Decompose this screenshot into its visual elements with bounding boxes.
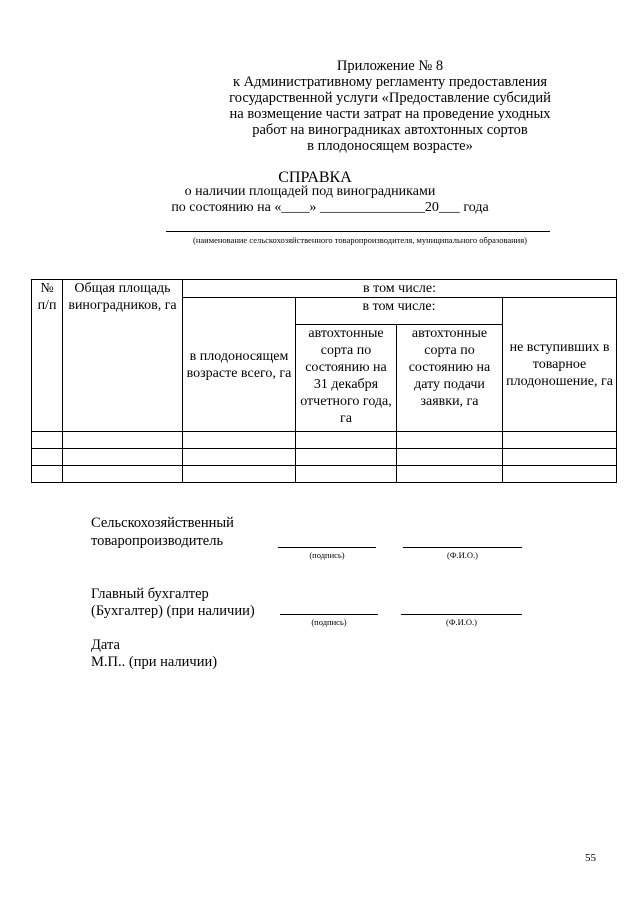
- as-of-date-line: по состоянию на «____» _______________20___ года: [171, 200, 489, 215]
- table-cell[interactable]: [63, 466, 183, 483]
- accountant-name-line[interactable]: [401, 614, 522, 615]
- table-row: [32, 466, 617, 483]
- producer-name-blank-line: [166, 231, 550, 232]
- table-cell[interactable]: [296, 466, 397, 483]
- producer-label-line2: товаропроизводитель: [91, 533, 224, 549]
- table-cell[interactable]: [183, 432, 296, 449]
- table-cell[interactable]: [32, 466, 63, 483]
- date-label: Дата: [91, 637, 120, 653]
- producer-name-caption: (наименование сельскохозяйственного товаропроизводителя, муниципального образования): [193, 235, 527, 245]
- table-cell[interactable]: [63, 432, 183, 449]
- appendix-reference-line: работ на виноградниках автохтонных сортов: [252, 122, 528, 138]
- column-header-including: в том числе:: [183, 280, 617, 298]
- appendix-header: [200, 58, 580, 154]
- table-cell[interactable]: [397, 466, 503, 483]
- table-row: [32, 432, 617, 449]
- table-cell[interactable]: [63, 449, 183, 466]
- table-cell[interactable]: [397, 432, 503, 449]
- producer-signature-line[interactable]: [278, 547, 376, 548]
- producer-label-line1: Сельскохозяйственный: [91, 515, 234, 531]
- appendix-reference-line: на возмещение части затрат на проведение уходных: [229, 106, 551, 122]
- column-header-autochthon-application: автохтонные сорта по состоянию на дату подачи заявки, га: [397, 325, 503, 432]
- appendix-reference-line: в плодоносящем возрасте»: [307, 138, 473, 154]
- column-header-number: № п/п: [32, 280, 63, 432]
- table-cell[interactable]: [296, 449, 397, 466]
- table-cell[interactable]: [503, 449, 617, 466]
- accountant-label-line1: Главный бухгалтер: [91, 586, 209, 602]
- vineyard-area-table: [31, 279, 617, 483]
- appendix-reference-line: к Административному регламенту предоставления: [232, 74, 548, 90]
- stamp-label: М.П.. (при наличии): [91, 654, 218, 670]
- table-cell[interactable]: [32, 449, 63, 466]
- table-cell[interactable]: [183, 466, 296, 483]
- table-cell[interactable]: [397, 449, 503, 466]
- appendix-reference-line: государственной услуги «Предоставление субсидий: [229, 90, 551, 106]
- producer-signature-caption: (подпись): [309, 550, 345, 560]
- table-row: [32, 449, 617, 466]
- column-header-autochthon-dec31: автохтонные сорта по состоянию на 31 декабря отчетного года, га: [296, 325, 397, 432]
- accountant-signature-line[interactable]: [280, 614, 378, 615]
- column-header-not-fruiting: не вступивших в товарное плодоношение, га: [503, 298, 617, 432]
- table-cell[interactable]: [503, 432, 617, 449]
- producer-name-caption: (Ф.И.О.): [446, 550, 479, 560]
- table-cell[interactable]: [32, 432, 63, 449]
- appendix-number: Приложение № 8: [336, 58, 444, 74]
- producer-name-line[interactable]: [403, 547, 522, 548]
- column-header-fruiting-age: в плодоносящем возрасте всего, га: [183, 298, 296, 432]
- accountant-label-line2: (Бухгалтер) (при наличии): [91, 603, 255, 619]
- table-cell[interactable]: [503, 466, 617, 483]
- accountant-name-caption: (Ф.И.О.): [445, 617, 478, 627]
- table-cell[interactable]: [183, 449, 296, 466]
- accountant-signature-caption: (подпись): [311, 617, 347, 627]
- column-header-total-area: Общая площадь виноградников, га: [63, 280, 183, 432]
- document-title: СПРАВКА: [278, 169, 352, 186]
- page-number: 55: [585, 852, 596, 864]
- column-header-including-sub: в том числе:: [296, 298, 503, 325]
- document-subtitle: о наличии площадей под виноградниками: [184, 184, 436, 199]
- table-cell[interactable]: [296, 432, 397, 449]
